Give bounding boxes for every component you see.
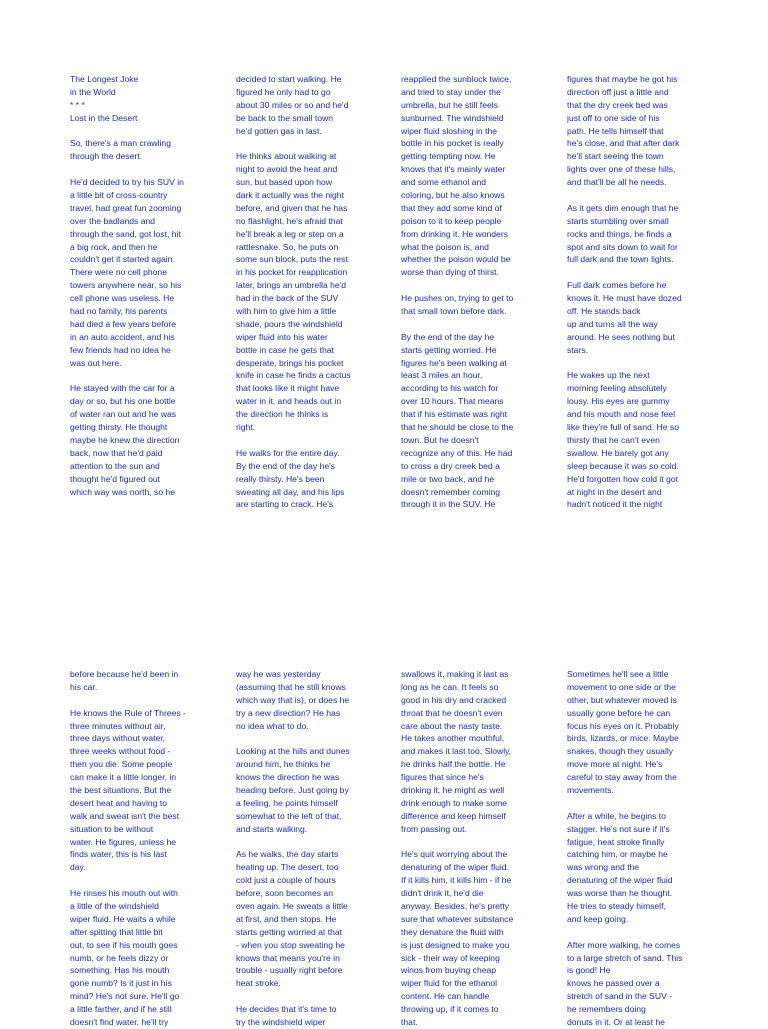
- text-line: recognize any of this. He had: [401, 447, 513, 458]
- text-line: attention to the sun and: [70, 460, 160, 471]
- paragraph-gap: [567, 926, 729, 939]
- paragraph: [70, 176, 232, 369]
- text-line: that.: [401, 1017, 418, 1028]
- text-line: his car.: [70, 681, 98, 692]
- paragraph: [70, 137, 232, 163]
- text-line: three weeks without food -: [70, 746, 171, 757]
- text-line: doesn't find water, he'll try: [70, 1017, 169, 1028]
- text-line: and starts walking.: [236, 823, 308, 834]
- text-line: careful to stay away from the: [567, 772, 677, 783]
- paragraph: [567, 668, 729, 797]
- paragraph: [236, 668, 398, 732]
- text-line: like they're full of sand. He so: [567, 422, 679, 433]
- text-line: He walks for the entire day.: [236, 447, 340, 458]
- text-line: He stayed with the car for a: [70, 383, 175, 394]
- text-line: He pushes on, trying to get to: [401, 293, 514, 304]
- text-line: he drinks half the bottle. He: [401, 759, 506, 770]
- bottom-column-2: [236, 668, 398, 1029]
- text-line: (assuming that he still knows: [236, 681, 346, 692]
- text-line: wiper fluid into his water: [236, 331, 328, 342]
- text-line: Sometimes he'll see a little: [567, 669, 669, 679]
- text-line: decided to start walking. He: [236, 74, 342, 84]
- text-line: and some ethanol and: [401, 177, 487, 188]
- text-line: starts getting worried. He: [401, 344, 497, 355]
- text-line: is just designed to make you: [401, 939, 510, 950]
- text-line: is good! He: [567, 965, 611, 976]
- paragraph: [401, 331, 563, 511]
- text-line: drinking it, he might as well: [401, 785, 505, 796]
- text-line: He knows the Rule of Threes -: [70, 707, 186, 718]
- text-line: day.: [70, 862, 86, 873]
- text-line: sure that whatever substance: [401, 913, 514, 924]
- text-line: day or so, but his one bottle: [70, 396, 176, 407]
- text-line: move more at night. He's: [567, 759, 663, 770]
- text-line: He'd decided to try his SUV in: [70, 177, 184, 188]
- text-line: He wakes up the next: [567, 370, 650, 381]
- text-line: through the desert.: [70, 151, 143, 162]
- text-line: full dark and the town lights.: [567, 254, 674, 265]
- text-line: coloring, but he also knows: [401, 190, 505, 201]
- text-line: wiper fluid sloshing in the: [401, 125, 498, 136]
- text-line: heat stroke.: [236, 978, 281, 989]
- text-line: after spitting that little bit: [70, 926, 163, 937]
- text-line: and his mouth and nose feel: [567, 409, 675, 420]
- paragraph-gap: [236, 990, 398, 1003]
- paragraph: [70, 382, 232, 498]
- text-line: desperate, brings his pocket: [236, 357, 344, 368]
- text-line: long as he can. It feels so: [401, 681, 499, 692]
- text-line: had died a few years before: [70, 318, 177, 329]
- text-line: catching him, or maybe he: [567, 849, 668, 860]
- text-line: He tries to steady himself,: [567, 901, 666, 912]
- text-line: before, soon becomes an: [236, 888, 333, 899]
- text-line: couldn't get it started again.: [70, 254, 175, 265]
- text-line: over 10 hours. That means: [401, 396, 504, 407]
- text-line: rattlesnake. So, he puts on: [236, 241, 339, 252]
- text-line: are starting to crack. He's: [236, 499, 334, 510]
- text-line: to cross a dry creek bed a: [401, 460, 500, 471]
- text-line: town. But he doesn't: [401, 434, 479, 445]
- text-line: mile or two back, and he: [401, 473, 495, 484]
- paragraph-gap: [70, 125, 232, 138]
- text-line: fatigue, heat stroke finally: [567, 836, 665, 847]
- text-line: good in his dry and cracked: [401, 694, 507, 705]
- text-line: try the windshield wiper: [236, 1017, 326, 1028]
- paragraph: [236, 447, 398, 511]
- text-line: spot and sits down to wait for: [567, 241, 678, 252]
- text-line: gone numb? Is it just in his: [70, 978, 172, 989]
- text-line: that if his estimate was right: [401, 409, 508, 420]
- text-line: was worse than he thought.: [567, 888, 673, 899]
- paragraph: [236, 745, 398, 835]
- text-line: oven again. He sweats a little: [236, 901, 348, 912]
- text-line: and makes it last too. Slowly,: [401, 746, 512, 757]
- text-line: situation to be without: [70, 823, 154, 834]
- text-line: usually gone before he can: [567, 707, 671, 718]
- text-line: later, brings an umbrella he'd: [236, 280, 347, 291]
- paragraph: [70, 668, 232, 694]
- paragraph: [401, 73, 563, 279]
- text-line: at night in the desert and: [567, 486, 662, 497]
- text-line: starts getting worried at that: [236, 926, 343, 937]
- text-line: they denature the fluid with: [401, 926, 504, 937]
- text-line: mind? He's not sure. He'll go: [70, 991, 180, 1002]
- text-line: other, but whatever moved is: [567, 694, 677, 705]
- paragraph-gap: [70, 369, 232, 382]
- text-line: heading before. Just going by: [236, 785, 349, 796]
- header-line: The Longest Joke: [70, 74, 139, 84]
- text-line: sleep because it was so cold.: [567, 460, 679, 471]
- text-line: doesn't remember coming: [401, 486, 501, 497]
- paragraph: [567, 73, 729, 189]
- text-line: around him, he thinks he: [236, 759, 331, 770]
- text-line: lousy. His eyes are gummy: [567, 396, 670, 407]
- text-line: over the badlands and: [70, 215, 156, 226]
- text-line: he'll start seeing the town: [567, 151, 664, 162]
- text-line: that he should be close to the: [401, 422, 514, 433]
- text-line: travel, had great fun zooming: [70, 202, 182, 213]
- text-line: He'd forgotten how cold it got: [567, 473, 679, 484]
- text-line: before, and given that he has: [236, 202, 348, 213]
- text-line: which way was north, so he: [70, 486, 176, 497]
- text-line: bottle in case he gets that: [236, 344, 334, 355]
- text-line: Full dark comes before he: [567, 280, 667, 291]
- text-line: knows he passed over a: [567, 978, 660, 989]
- text-line: was out here.: [70, 357, 122, 368]
- text-line: a little farther, and if he still: [70, 1004, 172, 1015]
- paragraph-gap: [567, 189, 729, 202]
- text-line: throwing up, if it comes to: [401, 1004, 499, 1015]
- text-line: He decides that it's time to: [236, 1004, 337, 1015]
- text-line: to a large stretch of sand. This: [567, 952, 683, 963]
- text-line: from drinking it. He wonders: [401, 228, 508, 239]
- paragraph: [567, 939, 729, 1029]
- text-line: umbrella, but he still feels: [401, 99, 498, 110]
- text-line: something. Has his mouth: [70, 965, 170, 976]
- paragraph-gap: [236, 434, 398, 447]
- text-line: in an auto accident, and his: [70, 331, 175, 342]
- paragraph-gap: [236, 836, 398, 849]
- text-line: wiper fluid. He waits a while: [70, 913, 176, 924]
- paragraph-gap: [567, 266, 729, 279]
- text-line: water. He figures, unless he: [70, 836, 177, 847]
- text-line: winos from buying cheap: [401, 965, 497, 976]
- text-line: about 30 miles or so and he'd: [236, 99, 349, 110]
- text-line: figures that maybe he got his: [567, 74, 678, 84]
- text-line: he'd gotten gas in last.: [236, 125, 322, 136]
- text-line: three days without water,: [70, 733, 166, 744]
- text-line: stretch of sand in the SUV -: [567, 991, 673, 1002]
- text-line: few friends had no idea he: [70, 344, 171, 355]
- text-line: snakes, though they usually: [567, 746, 674, 757]
- paragraph: [236, 848, 398, 990]
- header-line: Lost in the Desert: [70, 112, 138, 123]
- text-line: didn't drink it, he'd die: [401, 888, 484, 899]
- text-line: trouble - usually right before: [236, 965, 343, 976]
- text-line: care about the nasty taste.: [401, 720, 503, 731]
- text-line: towers anywhere near, so his: [70, 280, 182, 291]
- text-line: As it gets dim enough that he: [567, 202, 679, 213]
- text-line: through the sand, got lost, hit: [70, 228, 181, 239]
- text-line: the best situations. But the: [70, 785, 172, 796]
- text-line: that they add some kind of: [401, 202, 502, 213]
- top-column-2: [236, 73, 398, 511]
- text-line: and tried to stay under the: [401, 86, 501, 97]
- header-line: in the World: [70, 86, 116, 97]
- paragraph: [70, 707, 232, 875]
- text-line: figures that since he's: [401, 772, 484, 783]
- text-line: really thirsty. He's been: [236, 473, 325, 484]
- text-line: he'll break a leg or step on a: [236, 228, 344, 239]
- paragraph: [567, 369, 729, 511]
- paragraph: [401, 292, 563, 318]
- text-line: movement to one side or the: [567, 681, 676, 692]
- text-line: shade, pours the windshield: [236, 318, 343, 329]
- paragraph: [567, 810, 729, 926]
- text-line: thirsty that he can't even: [567, 434, 660, 445]
- paragraph-gap: [70, 694, 232, 707]
- text-line: a big rock, and then he: [70, 241, 158, 252]
- top-column-4: [567, 73, 729, 511]
- text-line: cold just a couple of hours: [236, 875, 336, 886]
- text-line: movements.: [567, 785, 614, 796]
- text-line: that the dry creek bed was: [567, 99, 668, 110]
- text-line: After more walking, he comes: [567, 939, 681, 950]
- paragraph: [401, 848, 563, 1028]
- text-line: in his pocket for reapplication: [236, 267, 348, 278]
- text-line: according to his watch for: [401, 383, 499, 394]
- text-line: poison to it to keep people: [401, 215, 502, 226]
- text-line: path. He tells himself that: [567, 125, 664, 136]
- paragraph: [567, 202, 729, 266]
- text-line: right.: [236, 422, 256, 433]
- text-line: denaturing of the wiper fluid.: [401, 862, 509, 873]
- text-line: heating up. The desert, too: [236, 862, 339, 873]
- text-line: and that'll be all he needs.: [567, 177, 667, 188]
- bottom-column-4: [567, 668, 729, 1029]
- text-line: stars.: [567, 344, 589, 355]
- text-line: out, to see if his mouth goes: [70, 939, 178, 950]
- text-line: morning feeling absolutely: [567, 383, 667, 394]
- text-line: three minutes without air,: [70, 720, 166, 731]
- text-line: had in the back of the SUV: [236, 293, 339, 304]
- text-line: through it in the SUV. He: [401, 499, 496, 510]
- text-line: focus his eyes on it. Probably: [567, 720, 679, 731]
- paragraph-gap: [401, 836, 563, 849]
- text-line: what the poison is, and: [401, 241, 489, 252]
- text-line: that small town before dark.: [401, 306, 507, 317]
- text-line: and keep going.: [567, 913, 629, 924]
- text-line: finds water, this is his last: [70, 849, 167, 860]
- text-line: try a new direction? He has: [236, 707, 341, 718]
- paragraph-gap: [567, 357, 729, 370]
- paragraph: [567, 279, 729, 356]
- text-line: cell phone was useless. He: [70, 293, 175, 304]
- text-line: walk and sweat isn't the best: [70, 810, 180, 821]
- text-line: swallow. He barely got any: [567, 447, 669, 458]
- text-line: numb, or he feels dizzy or: [70, 952, 169, 963]
- text-line: starts stumbling over small: [567, 215, 669, 226]
- text-line: that looks like it might have: [236, 383, 340, 394]
- text-line: wiper fluid for the ethanol: [401, 978, 498, 989]
- text-line: bottle in his pocket is really: [401, 138, 504, 149]
- text-line: stagger. He's not sure if it's: [567, 823, 670, 834]
- paragraph-gap: [236, 137, 398, 150]
- bottom-column-3: [401, 668, 563, 1029]
- text-line: He takes another mouthful,: [401, 733, 505, 744]
- text-line: he's close, and that after dark: [567, 138, 680, 149]
- text-line: denaturing of the wiper fluid: [567, 875, 673, 886]
- paragraph-gap: [70, 163, 232, 176]
- text-line: some sun block, puts the rest: [236, 254, 348, 265]
- text-line: no flashlight, he's afraid that: [236, 215, 343, 226]
- text-line: before because he'd been in: [70, 669, 179, 679]
- text-line: just off to one side of his: [567, 112, 660, 123]
- text-line: sunburned. The windshield: [401, 112, 504, 123]
- text-line: knows the direction he was: [236, 772, 340, 783]
- text-line: Looking at the hills and dunes: [236, 746, 350, 757]
- text-line: a little of the windshield: [70, 901, 159, 912]
- text-line: rocks and things, he finds a: [567, 228, 672, 239]
- text-line: had no family, his parents: [70, 306, 168, 317]
- text-line: a little bit of cross-country: [70, 190, 168, 201]
- text-line: throat that he doesn't even: [401, 707, 503, 718]
- text-line: up and turns all the way: [567, 318, 658, 329]
- text-line: reapplied the sunblock twice,: [401, 74, 512, 84]
- text-line: sun, but based upon how: [236, 177, 333, 188]
- text-line: swallows it, making it last as: [401, 669, 509, 679]
- text-line: be back to the small town: [236, 112, 333, 123]
- text-line: sweating all day, and his lips: [236, 486, 345, 497]
- text-line: from passing out.: [401, 823, 467, 834]
- text-line: donuts in it. Or at least he: [567, 1017, 665, 1028]
- text-line: water in it, and heads out in: [236, 396, 342, 407]
- text-line: figured he only had to go: [236, 86, 331, 97]
- text-line: knows it. He must have dozed: [567, 293, 682, 304]
- text-line: If it kills him, it kills him - if he: [401, 875, 512, 886]
- paragraph-gap: [401, 279, 563, 292]
- paragraph-gap: [401, 318, 563, 331]
- text-line: desert heat and having to: [70, 797, 167, 808]
- text-line: whether the poison would be: [401, 254, 511, 265]
- text-line: thought he'd figured out: [70, 473, 161, 484]
- text-line: somewhat to the left of that,: [236, 810, 342, 821]
- text-line: can make it a little longer, in: [70, 772, 177, 783]
- text-line: getting tempting now. He: [401, 151, 496, 162]
- text-line: dark it actually was the night: [236, 190, 344, 201]
- text-line: lights over one of these hills,: [567, 164, 676, 175]
- text-line: worse than dying of thirst.: [401, 267, 499, 278]
- paragraph: [401, 668, 563, 836]
- paragraph-gap: [236, 732, 398, 745]
- text-line: was wrong and the: [567, 862, 640, 873]
- text-line: content. He can handle: [401, 991, 490, 1002]
- top-column-3: [401, 73, 563, 511]
- text-line: difference and keep himself: [401, 810, 506, 821]
- text-line: By the end of the day he: [401, 331, 495, 342]
- paragraph: [236, 73, 398, 137]
- text-line: which way that is), or does he: [236, 694, 350, 705]
- text-line: getting thirsty. He thought: [70, 422, 168, 433]
- top-column-1: [70, 73, 232, 498]
- text-line: he remembers doing: [567, 1004, 646, 1015]
- text-line: By the end of the day he's: [236, 460, 336, 471]
- header-line: * * *: [70, 99, 85, 110]
- text-line: He rinses his mouth out with: [70, 888, 178, 899]
- bottom-column-1: [70, 668, 232, 1029]
- paragraph: [236, 1003, 398, 1029]
- text-line: As he walks, the day starts: [236, 849, 339, 860]
- text-line: He's quit worrying about the: [401, 849, 508, 860]
- text-line: After a while, he begins to: [567, 810, 666, 821]
- paragraph: [236, 150, 398, 434]
- text-line: sick - their way of keeping: [401, 952, 500, 963]
- text-line: the direction he thinks is: [236, 409, 329, 420]
- text-line: back, now that he'd paid: [70, 447, 163, 458]
- text-line: night to avoid the heat and: [236, 164, 338, 175]
- text-line: a feeling, he points himself: [236, 797, 338, 808]
- text-line: So, there's a man crawling: [70, 138, 171, 149]
- text-line: hadn't noticed it the night: [567, 499, 663, 510]
- text-line: - when you stop sweating he: [236, 939, 345, 950]
- text-line: knows that it's mainly water: [401, 164, 506, 175]
- text-line: off. He stands back: [567, 306, 641, 317]
- text-line: knife in case he finds a cactus: [236, 370, 351, 381]
- text-line: of water ran out and he was: [70, 409, 177, 420]
- text-line: He thinks about walking at: [236, 151, 337, 162]
- text-line: least 3 miles an hour,: [401, 370, 483, 381]
- text-line: There were no cell phone: [70, 267, 167, 278]
- text-line: birds, lizards, or mice. Maybe: [567, 733, 679, 744]
- text-line: drink enough to make some: [401, 797, 508, 808]
- text-line: around. He sees nothing but: [567, 331, 675, 342]
- paragraph: [70, 887, 232, 1029]
- text-line: direction off just a little and: [567, 86, 669, 97]
- text-line: knows that means you're in: [236, 952, 340, 963]
- text-line: no idea what to do.: [236, 720, 309, 731]
- text-line: with him to give him a little: [236, 306, 337, 317]
- text-line: then you die. Some people: [70, 759, 173, 770]
- text-line: figures he's been walking at: [401, 357, 507, 368]
- text-line: way he was yesterday: [236, 669, 321, 679]
- text-line: at first, and then stops. He: [236, 913, 337, 924]
- paragraph-gap: [70, 874, 232, 887]
- text-line: anyway. Besides, he's pretty: [401, 901, 510, 912]
- paragraph-gap: [567, 797, 729, 810]
- text-line: maybe he knew the direction: [70, 434, 180, 445]
